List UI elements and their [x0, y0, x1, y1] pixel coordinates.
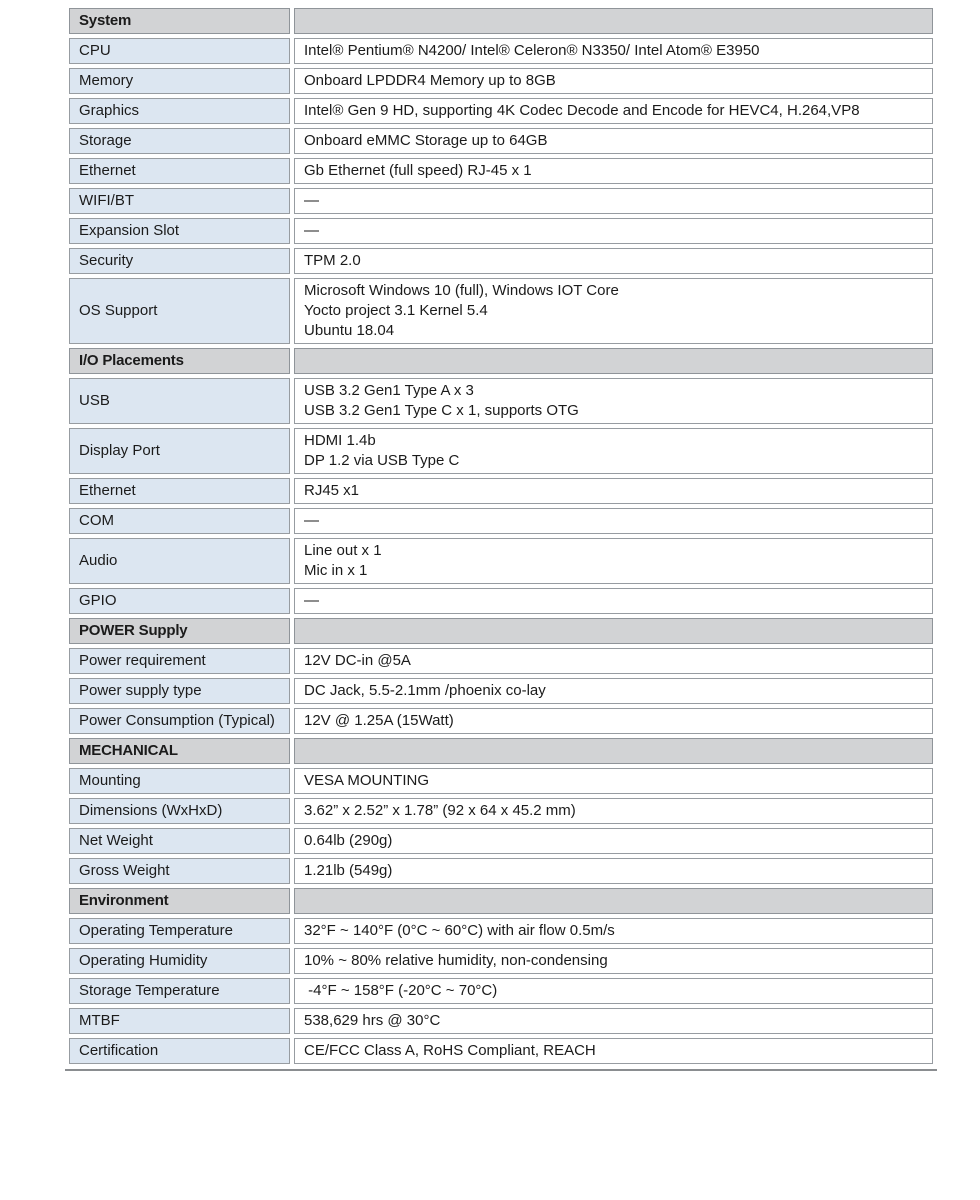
spec-value-line: Onboard eMMC Storage up to 64GB: [304, 132, 548, 149]
spec-value-line: CE/FCC Class A, RoHS Compliant, REACH: [304, 1042, 596, 1059]
section-header-row: [69, 8, 933, 34]
spec-value: [294, 538, 933, 584]
section-title: POWER Supply: [69, 618, 290, 644]
spec-value-line: RJ45 x1: [304, 482, 360, 499]
spec-value-line: Ubuntu 18.04: [304, 322, 395, 339]
spec-label: Operating Temperature: [69, 918, 290, 944]
spec-value: [294, 1038, 933, 1064]
spec-value: [294, 768, 933, 794]
spec-label: GPIO: [69, 588, 290, 614]
spec-value-line: Gb Ethernet (full speed) RJ-45 x 1: [304, 162, 532, 179]
spec-value-line: DC Jack, 5.5-2.1mm /phoenix co-lay: [304, 682, 546, 699]
spec-label: Power Consumption (Typical): [69, 708, 290, 734]
spec-label: Net Weight: [69, 828, 290, 854]
section-title: System: [69, 8, 290, 34]
spec-row: [69, 798, 933, 824]
spec-label: Graphics: [69, 98, 290, 124]
spec-value: [294, 508, 933, 534]
spec-value: [294, 478, 933, 504]
spec-value: [294, 978, 933, 1004]
spec-row: [69, 278, 933, 344]
spec-row: [69, 768, 933, 794]
spec-row: [69, 678, 933, 704]
spec-row: [69, 478, 933, 504]
spec-label: Expansion Slot: [69, 218, 290, 244]
spec-value: [294, 158, 933, 184]
section-title: I/O Placements: [69, 348, 290, 374]
spec-value-line: —: [304, 592, 319, 609]
section-header-spacer: [294, 888, 933, 914]
spec-label: Security: [69, 248, 290, 274]
spec-value: [294, 708, 933, 734]
spec-value-line: —: [304, 512, 319, 529]
section-header-row: [69, 888, 933, 914]
section-header-row: [69, 618, 933, 644]
spec-label: Certification: [69, 1038, 290, 1064]
spec-value: [294, 278, 933, 344]
spec-row: [69, 918, 933, 944]
section-header-spacer: [294, 618, 933, 644]
spec-value-line: Intel® Pentium® N4200/ Intel® Celeron® N3350/ Intel Atom® E3950: [304, 42, 760, 59]
section-header-row: [69, 738, 933, 764]
spec-value-line: USB 3.2 Gen1 Type C x 1, supports OTG: [304, 402, 579, 419]
spec-row: [69, 538, 933, 584]
spec-label: Memory: [69, 68, 290, 94]
spec-row: [69, 1038, 933, 1064]
spec-value: [294, 858, 933, 884]
spec-table: [65, 4, 937, 1068]
spec-value-line: TPM 2.0: [304, 252, 361, 269]
spec-value: [294, 128, 933, 154]
spec-value-line: 538,629 hrs @ 30°C: [304, 1012, 441, 1029]
spec-value-line: Onboard LPDDR4 Memory up to 8GB: [304, 72, 556, 89]
spec-value-line: 3.62” x 2.52” x 1.78” (92 x 64 x 45.2 mm): [304, 802, 576, 819]
spec-label: Gross Weight: [69, 858, 290, 884]
spec-row: [69, 588, 933, 614]
spec-value: [294, 648, 933, 674]
spec-value-line: 1.21lb (549g): [304, 862, 393, 879]
spec-label: Audio: [69, 538, 290, 584]
spec-value-line: 32°F ~ 140°F (0°C ~ 60°C) with air flow 0.5m/s: [304, 922, 615, 939]
spec-value: [294, 678, 933, 704]
spec-row: [69, 508, 933, 534]
spec-label: Operating Humidity: [69, 948, 290, 974]
spec-label: Dimensions (WxHxD): [69, 798, 290, 824]
spec-value-line: Microsoft Windows 10 (full), Windows IOT Core: [304, 282, 619, 299]
spec-value-line: Line out x 1: [304, 542, 382, 559]
spec-table-body: [69, 8, 933, 1064]
spec-value: [294, 588, 933, 614]
spec-value-line: 12V DC-in @5A: [304, 652, 411, 669]
spec-value: [294, 38, 933, 64]
spec-label: OS Support: [69, 278, 290, 344]
spec-value: [294, 428, 933, 474]
spec-row: [69, 98, 933, 124]
section-title: MECHANICAL: [69, 738, 290, 764]
spec-value-line: Mic in x 1: [304, 562, 368, 579]
spec-row: [69, 1008, 933, 1034]
spec-row: [69, 858, 933, 884]
spec-label: MTBF: [69, 1008, 290, 1034]
spec-value-line: DP 1.2 via USB Type C: [304, 452, 460, 469]
spec-value-line: HDMI 1.4b: [304, 432, 376, 449]
spec-row: [69, 428, 933, 474]
spec-label: Power requirement: [69, 648, 290, 674]
spec-row: [69, 378, 933, 424]
spec-row: [69, 248, 933, 274]
spec-value: [294, 248, 933, 274]
spec-row: [69, 158, 933, 184]
spec-label: Power supply type: [69, 678, 290, 704]
spec-value-line: —: [304, 192, 319, 209]
spec-label: Mounting: [69, 768, 290, 794]
spec-row: [69, 948, 933, 974]
spec-row: [69, 978, 933, 1004]
spec-row: [69, 38, 933, 64]
spec-label: CPU: [69, 38, 290, 64]
spec-value: [294, 98, 933, 124]
spec-row: [69, 218, 933, 244]
spec-value-line: USB 3.2 Gen1 Type A x 3: [304, 382, 474, 399]
spec-value: [294, 378, 933, 424]
spec-value-line: Yocto project 3.1 Kernel 5.4: [304, 302, 488, 319]
section-header-row: [69, 348, 933, 374]
spec-value: [294, 948, 933, 974]
spec-value: [294, 1008, 933, 1034]
spec-row: [69, 188, 933, 214]
section-header-spacer: [294, 738, 933, 764]
spec-label: Storage: [69, 128, 290, 154]
spec-value: [294, 798, 933, 824]
spec-value: [294, 218, 933, 244]
spec-value-line: -4°F ~ 158°F (-20°C ~ 70°C): [304, 982, 498, 999]
spec-value-line: 12V @ 1.25A (15Watt): [304, 712, 454, 729]
spec-label: COM: [69, 508, 290, 534]
spec-value: [294, 828, 933, 854]
section-header-spacer: [294, 348, 933, 374]
spec-label: Display Port: [69, 428, 290, 474]
spec-value: [294, 68, 933, 94]
spec-value-line: 10% ~ 80% relative humidity, non-condensing: [304, 952, 608, 969]
spec-value-line: 0.64lb (290g): [304, 832, 393, 849]
section-title: Environment: [69, 888, 290, 914]
spec-value: [294, 188, 933, 214]
spec-value-line: Intel® Gen 9 HD, supporting 4K Codec Decode and Encode for HEVC4, H.264,VP8: [304, 102, 860, 119]
spec-label: WIFI/BT: [69, 188, 290, 214]
spec-label: Storage Temperature: [69, 978, 290, 1004]
spec-row: [69, 648, 933, 674]
spec-label: Ethernet: [69, 158, 290, 184]
spec-label: Ethernet: [69, 478, 290, 504]
spec-row: [69, 828, 933, 854]
spec-value-line: VESA MOUNTING: [304, 772, 430, 789]
spec-value-line: —: [304, 222, 319, 239]
spec-row: [69, 128, 933, 154]
spec-row: [69, 68, 933, 94]
section-header-spacer: [294, 8, 933, 34]
spec-value: [294, 918, 933, 944]
table-bottom-rule: [65, 1069, 937, 1071]
spec-label: USB: [69, 378, 290, 424]
spec-row: [69, 708, 933, 734]
